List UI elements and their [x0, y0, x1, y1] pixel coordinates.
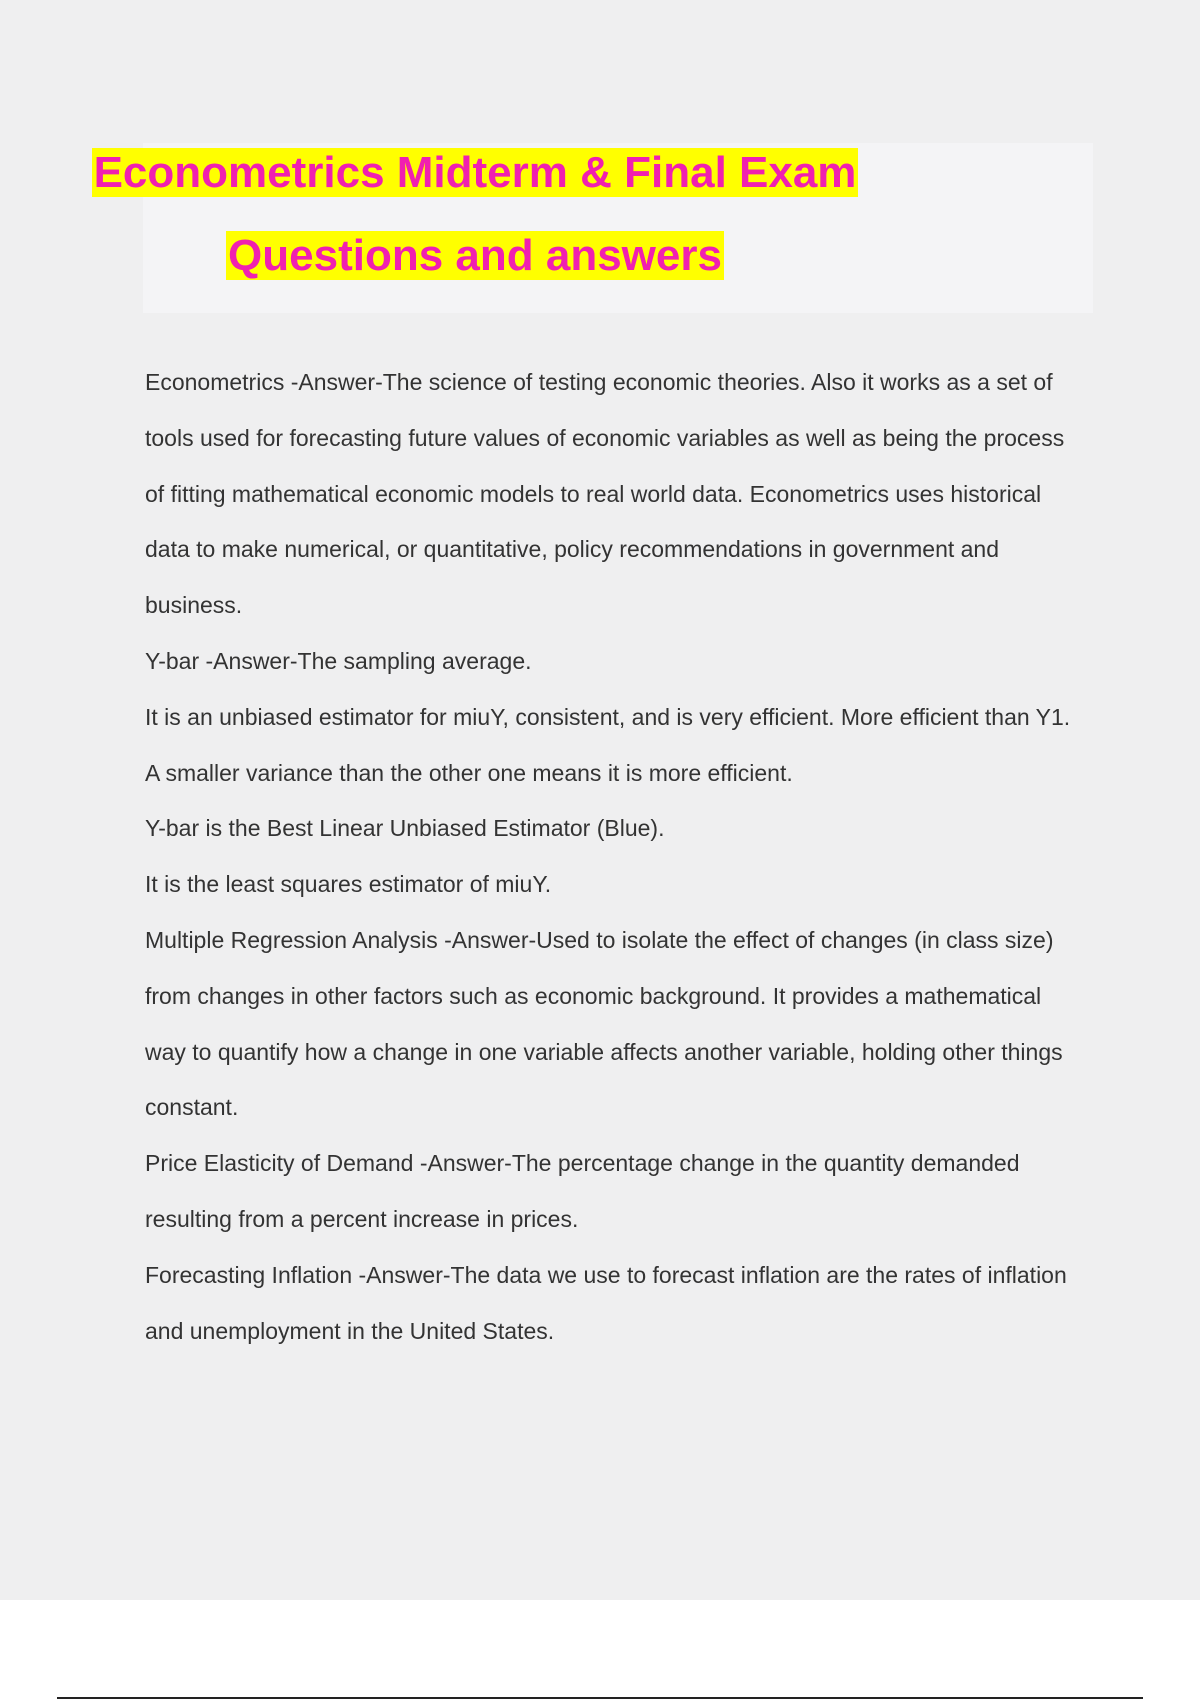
document-title-line-1: Econometrics Midterm & Final Exam [93, 148, 857, 197]
paragraph-forecasting-inflation: Forecasting Inflation -Answer-The data we use to forecast inflation are the rates of inflation and unemployment in the United States. [145, 1261, 1067, 1344]
paragraph-econometrics: Econometrics -Answer-The science of testing economic theories. Also it works as a set of tools used for forecasting future values of economic variables as well as being the process of fitting mathematical economic models to real world data. Econometrics uses historical data to make numerical, or quantitative, policy recommendations in government and business. [145, 369, 1065, 619]
paragraph-price-elasticity: Price Elasticity of Demand -Answer-The percentage change in the quantity demanded resulting from a percent increase in prices. [145, 1150, 1020, 1232]
document-title-line-2: Questions and answers [228, 231, 722, 280]
footer-divider [57, 1697, 1143, 1699]
paragraph-unbiased-estimator: It is an unbiased estimator for miuY, consistent, and is very efficient. More efficient than Y1. A smaller variance than the other one means it is more efficient. [145, 703, 1071, 786]
paragraph-blue: Y-bar is the Best Linear Unbiased Estimator (Blue). [145, 815, 665, 842]
paragraph-y-bar: Y-bar -Answer-The sampling average. [145, 647, 532, 674]
document-body [145, 355, 1085, 1359]
paragraph-least-squares: It is the least squares estimator of miuY. [145, 871, 552, 898]
paragraph-multiple-regression: Multiple Regression Analysis -Answer-Used to isolate the effect of changes (in class size) from changes in other factors such as economic background. It provides a mathematical way to quantify how a change in one variable affects another variable, holding other things constant. [145, 926, 1063, 1121]
